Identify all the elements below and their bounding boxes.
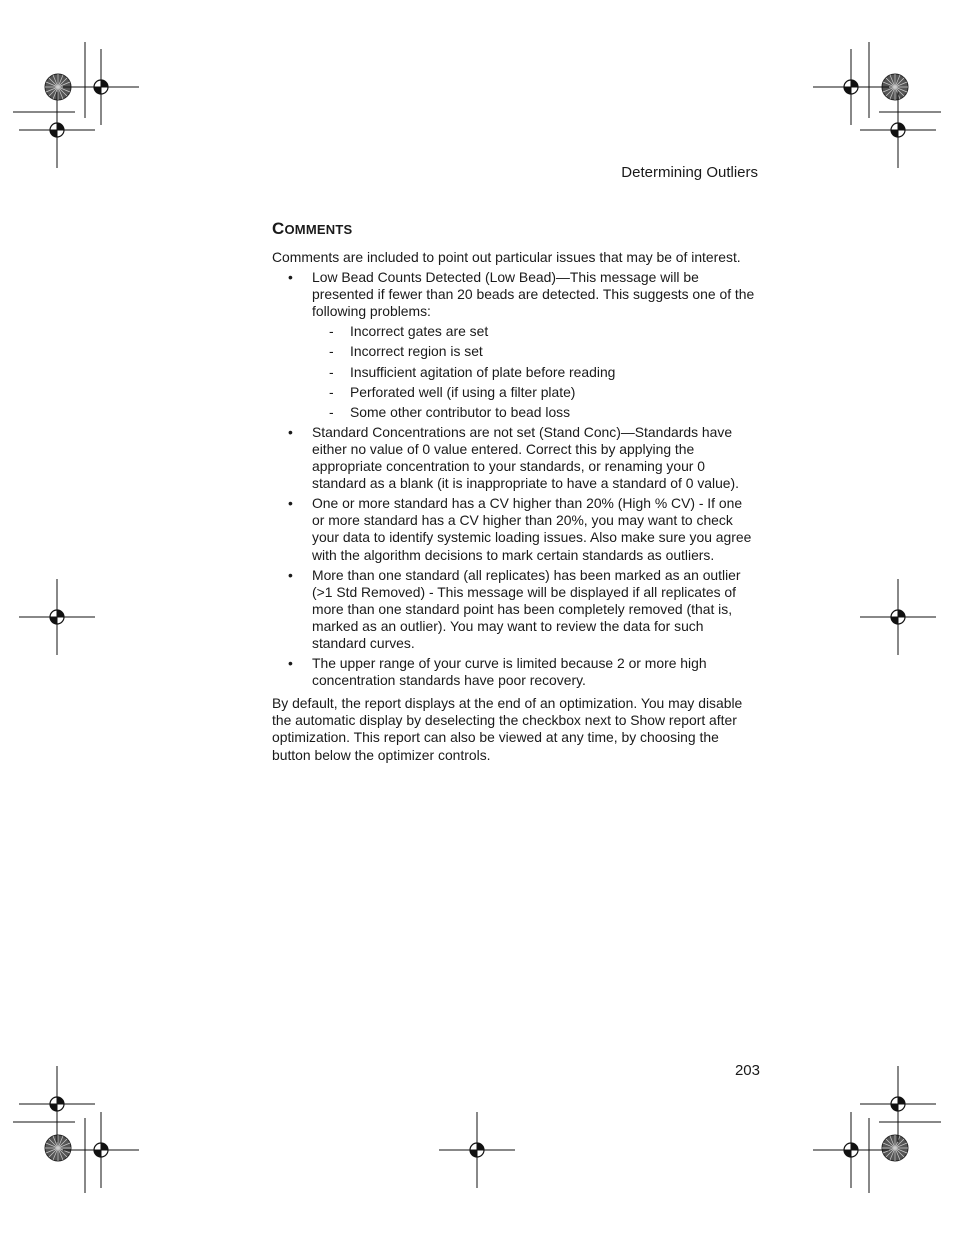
sublist-item [312,323,756,340]
registration-target-icon [860,579,936,655]
bullet-icon: • [288,423,293,440]
dash-icon: - [329,343,334,360]
registration-target-icon [439,1112,515,1188]
dash-icon: - [329,383,334,400]
sublist-item [312,404,756,421]
section-body [272,249,756,764]
registration-target-icon [63,1112,139,1188]
sublist-item-text: Incorrect gates are set [350,323,489,340]
list-item [272,655,756,689]
registration-target-icon [63,49,139,125]
bullet-icon: • [288,566,293,583]
sublist-item-text: Perforated well (if using a filter plate) [350,383,576,400]
list-item-text: The upper range of your curve is limited because 2 or more high concentration standards have poor recovery. [312,655,707,689]
bullet-icon: • [288,495,293,512]
registration-target-icon [19,92,95,168]
registration-target-icon [813,49,889,125]
section-title [272,219,352,239]
list-item-text: More than one standard (all replicates) has been marked as an outlier (>1 Std Removed) - This message will be displayed if all replicates of more than one standard point has been completely removed (that is, marked as an outlier). You may want to review the data for such standard curves. [312,566,741,651]
sublist-item [312,364,756,381]
list-item [272,567,756,652]
list-item-text: Standard Concentrations are not set (Stand Conc)—Standards have either no value of 0 value entered. Correct this by applying the appropriate concentration to your standards, or renaming your 0 standard as a blank (it is inappropriate to have a standard of 0 value). [312,423,740,492]
list-item [272,424,756,492]
sublist-item-text: Insufficient agitation of plate before reading [350,363,616,380]
closing-paragraph: By default, the report displays at the end of an optimization. You may disable the automatic display by deselecting the checkbox next to Show report after optimization. This report can also be viewed at any time, by choosing the button below the optimizer controls. [272,695,743,763]
list-item [272,269,756,421]
registration-target-icon [860,1066,936,1142]
list-item-text: Low Bead Counts Detected (Low Bead)—This message will be presented if fewer than 20 beads are detected. This suggests one of the following problems: [312,269,755,320]
section-title-rest: OMMENTS [284,222,353,237]
registration-target-icon [860,92,936,168]
dash-icon: - [329,403,334,420]
bullet-icon: • [288,655,293,672]
intro-paragraph: Comments are included to point out particular issues that may be of interest. [272,249,741,265]
comment-list [272,269,756,689]
registration-target-icon [19,1066,95,1142]
sublist-item [312,384,756,401]
running-header: Determining Outliers [621,164,758,181]
list-item [272,495,756,563]
starburst-mark-icon [882,1135,908,1161]
page-number: 203 [734,1062,760,1079]
dash-icon: - [329,323,334,340]
registration-target-icon [813,1112,889,1188]
sublist-item-text: Some other contributor to bead loss [350,403,571,420]
registration-target-icon [19,579,95,655]
sublist-item [312,343,756,360]
sublist-item-text: Incorrect region is set [350,343,483,360]
problem-sublist [312,323,756,420]
section-title-initial: C [272,219,285,238]
starburst-mark-icon [45,1135,71,1161]
bullet-icon: • [288,269,293,286]
dash-icon: - [329,363,334,380]
list-item-text: One or more standard has a CV higher than 20% (High % CV) - If one or more standard has a CV higher than 20%, you may want to check your data to identify systemic loading issues. Also make sure you agree with the algorithm decisions to mark certain standards as outliers. [312,495,752,563]
